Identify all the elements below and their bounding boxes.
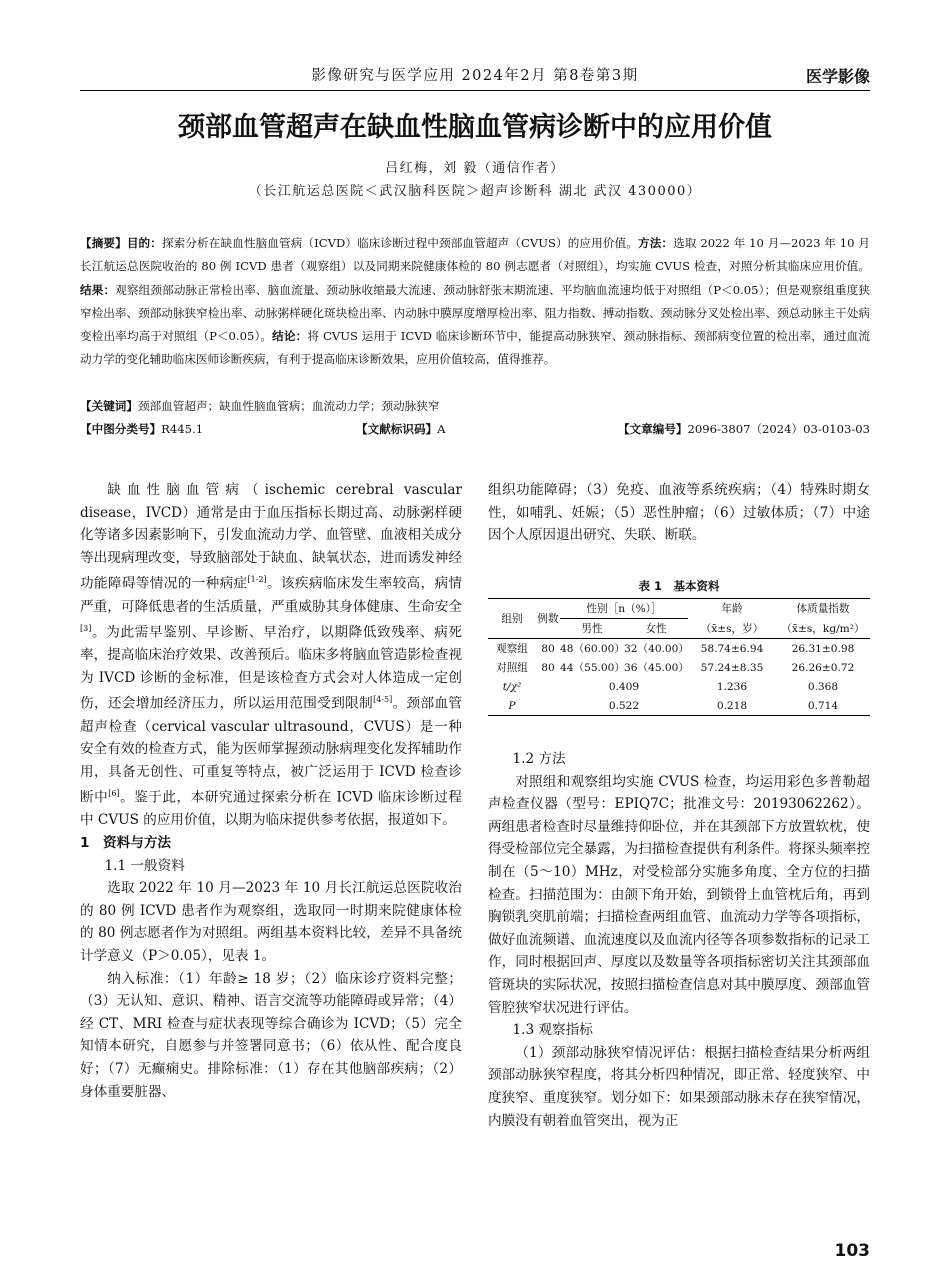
- methods-text: 选取 2022 年 10 月—2023 年 10 月长江航运总医院收治的 80 例 ICVD 患者（观察组）以及同期来院健康体检的 80 例志愿者（对照组），均实施 CVUS 检查，对照分析其临床应用价值。: [80, 236, 870, 274]
- page-number: 103: [834, 1241, 870, 1261]
- table-cell: 44（55.00）: [560, 662, 625, 674]
- table-cell: 0.714: [776, 696, 870, 716]
- table-cell: 对照组: [496, 662, 528, 674]
- table-cell: 58.74±6.94: [700, 642, 764, 655]
- right-column-bottom: [488, 748, 870, 1132]
- intro-text-1: 缺血性脑血管病（ischemic cerebral vascular disease，IVCD）通常是由于血压指标长期过高、动脉粥样硬化等诸多因素影响下，引发血流动力学、血管壁、血液相关成分等出现病理改变，导致脑部处于缺血、缺氧状态，进而诱发神经功能障碍等情况的一种病症: [80, 482, 462, 592]
- table-cell: 32（40.00）: [624, 643, 689, 655]
- results-text: 观察组颈部动脉正常检出率、脑血流量、颈动脉收缩最大流速、颈动脉舒张末期流速、平均脑血流速均低于对照组（P＜0.05）；但是观察组重度狭窄检出率、颈部动脉狭窄检出率、动脉粥样硬化斑块检出率、内动脉中膜厚度增厚检出率、阻力指数、搏动指数、颈动脉分叉处检出率、颈总动脉主干处病变检出率均高于对照组（P＜0.05）。: [80, 282, 870, 344]
- keywords-label: 【关键词】: [80, 399, 138, 413]
- intro-text-3: 。为此需早鉴别、早诊断、早治疗，以期降低致残率、病死率，提高临床治疗效果、改善预后。临床多将脑血管造影检查视为 IVCD 诊断的金标准，但是该检查方式会对人体造成一定创伤，还会增加经济压力，所以运用范围受到限制: [80, 624, 462, 712]
- abstract-label: 【摘要】: [80, 236, 127, 250]
- paragraph: 纳入标准：（1）年龄≥ 18 岁；（2）临床诊疗资料完整；（3）无认知、意识、精神、语言交流等功能障碍或异常；（4）经 CT、MRI 检查与症状表现等综合确诊为 ICVD；（5）完全知情本研究，自愿参与并签署同意书；（6）依从性、配合度良好；（7）无癫痫史。排除标准：（1）存在其他脑部疾病；（2）身体重要脏器、: [80, 970, 462, 1100]
- conclusion-label: 结论：: [272, 329, 308, 344]
- table-cell: 80: [541, 642, 555, 655]
- right-column-top: [488, 479, 870, 547]
- table-title: 表 1 基本资料: [638, 579, 720, 593]
- objective-text: 探索分析在缺血性脑血管病（ICVD）临床诊断过程中颈部血管超声（CVUS）的应用价值。: [161, 236, 638, 250]
- article-number-label: 【文章编号】: [617, 422, 688, 436]
- table-row: [488, 677, 870, 696]
- intro-paragraph: [80, 479, 462, 832]
- clc-value: R445.1: [161, 422, 204, 436]
- table-cell: 36（45.00）: [624, 662, 689, 674]
- intro-text-5: 。鉴于此，本研究通过探索分析在 ICVD 临床诊断过程中 CVUS 的应用价值，以期为临床提供参考依据，报道如下。: [80, 789, 462, 829]
- results-label: 结果：: [80, 282, 116, 297]
- citation[interactable]: [6]: [108, 789, 120, 799]
- citation[interactable]: [1-2]: [247, 575, 267, 585]
- keywords: [80, 398, 870, 414]
- abstract: [80, 232, 870, 372]
- article-number: [618, 421, 870, 437]
- basic-data-table: [488, 598, 870, 716]
- table-header: 年龄: [688, 599, 776, 619]
- methods-label: 方法：: [638, 236, 674, 250]
- table-header: 性别［n（%）］: [560, 599, 688, 619]
- section-label: 医学影像: [805, 67, 870, 86]
- citation[interactable]: [4-5]: [373, 695, 393, 705]
- table-cell: 0.409: [608, 680, 640, 693]
- table-cell: t/χ²: [502, 680, 522, 693]
- paragraph: （1）颈部动脉狭窄情况评估：根据扫描检查结果分析两组颈部动脉狭窄程度，将其分析四种情况，即正常、轻度狭窄、中度狭窄、重度狭窄。划分如下：如果颈部动脉未存在狭窄情况，内膜没有朝着血管突出，视为正: [488, 1044, 870, 1129]
- journal-header: 影像研究与医学应用 2024年2月 第8卷第3期: [311, 68, 639, 84]
- table-cell: 0.368: [807, 680, 839, 693]
- clc-number: [80, 421, 203, 437]
- table-cell: 26.31±0.98: [791, 642, 855, 655]
- table-header: 组别: [488, 599, 536, 639]
- intro-text-4: 。颈部血管超声检查（cervical vascular ultrasound，CVUS）是一种安全有效的检查方式，能为医师掌握颈动脉病理变化发挥辅助作用，具备无创性、可重复等特点，被广泛运用于 ICVD 检查诊断中: [80, 695, 463, 806]
- subsection-heading: 1.1 一般资料: [104, 857, 185, 874]
- table-header: （x̄±s，岁）: [688, 619, 776, 639]
- citation[interactable]: [3]: [80, 624, 92, 634]
- doc-label: 【文献标识码】: [356, 422, 438, 436]
- conclusion-text: 将 CVUS 运用于 ICVD 临床诊断环节中，能提高动脉狭窄、颈动脉指标、颈部病变位置的检出率，通过血流动力学的变化辅助临床医师诊断疾病，有利于提高临床诊断效果，应用价值较高，值得推荐。: [80, 329, 870, 367]
- table-header: 女性: [624, 619, 688, 639]
- paragraph: 选取 2022 年 10 月—2023 年 10 月长江航运总医院收治的 80 例 ICVD 患者作为观察组，选取同一时期来院健康体检的 80 例志愿者作为对照组。两组基本资料比较，差异不具备统计学意义（P＞0.05），见表 1。: [80, 880, 462, 964]
- affiliation: （长江航运总医院＜武汉脑科医院＞超声诊断科 湖北 武汉 430000）: [248, 184, 702, 199]
- table-cell: P: [488, 696, 536, 716]
- table-row: [488, 696, 870, 716]
- table-header: 例数: [536, 599, 560, 639]
- article-title: 颈部血管超声在缺血性脑血管病诊断中的应用价值: [178, 112, 772, 143]
- table-header: 男性: [560, 619, 624, 639]
- table-cell: 0.218: [688, 696, 776, 716]
- clc-label: 【中图分类号】: [80, 422, 162, 436]
- table-cell: 0.522: [560, 696, 688, 716]
- table-cell: 57.24±8.35: [700, 661, 764, 674]
- subsection-heading: 1.3 观察指标: [512, 1022, 593, 1039]
- table-cell: 观察组: [496, 643, 528, 655]
- header-rule: [80, 90, 870, 91]
- table-cell: 26.26±0.72: [791, 661, 855, 674]
- article-number-value: 2096-3807（2024）03-0103-03: [687, 422, 870, 436]
- keywords-text: 颈部血管超声；缺血性脑血管病；血流动力学；颈动脉狭窄: [137, 399, 440, 413]
- table-row: [488, 658, 870, 677]
- subsection-heading: 1.2 方法: [512, 751, 566, 767]
- doc-code: [356, 421, 446, 437]
- section-heading: 1 资料与方法: [80, 835, 172, 852]
- table-cell: 80: [541, 661, 555, 674]
- table-header: （x̄±s，kg/m²）: [776, 619, 870, 639]
- table-header: 体质量指数: [776, 599, 870, 619]
- intro-text-2: 。该疾病临床发生率较高，病情严重，可降低患者的生活质量，严重威胁其身体健康、生命安全: [80, 575, 463, 615]
- objective-label: 目的：: [126, 236, 162, 250]
- authors: 吕红梅，刘 毅（通信作者）: [385, 161, 565, 176]
- doc-value: A: [437, 422, 446, 436]
- paragraph: 对照组和观察组均实施 CVUS 检查，均运用彩色多普勒超声检查仪器（型号：EPIQ7C；批准文号：20193062262）。两组患者检查时尽量维持仰卧位，并在其颈部下方放置软枕，使得受检部位完全暴露，为扫描检查提供有利条件。将探头频率控制在（5～10）MHz，对受检部分实施多角度、全方位的扫描检查。扫描范围为：由颌下角开始，到锁骨上血管枕后角，再到胸锁乳突肌前端；扫描检查两组血管、血流动力学等各项指标，做好血流频谱、血流速度以及血流内径等各项参数指标的记录工作，同时根据回声、厚度以及数量等各项指标密切关注其颈部血管斑块的实际状况，按照扫描检查信息对其中膜厚度、颈部血管管腔狭窄状况进行评估。: [488, 773, 870, 1016]
- table-cell: 1.236: [716, 680, 748, 693]
- left-column: [80, 479, 462, 1103]
- table-cell: 48（60.00）: [560, 643, 625, 655]
- table-row: [488, 639, 870, 659]
- paragraph: 组织功能障碍；（3）免疫、血液等系统疾病；（4）特殊时期女性，如哺乳、妊娠；（5）恶性肿瘤；（6）过敏体质；（7）中途因个人原因退出研究、失联、断联。: [488, 482, 870, 544]
